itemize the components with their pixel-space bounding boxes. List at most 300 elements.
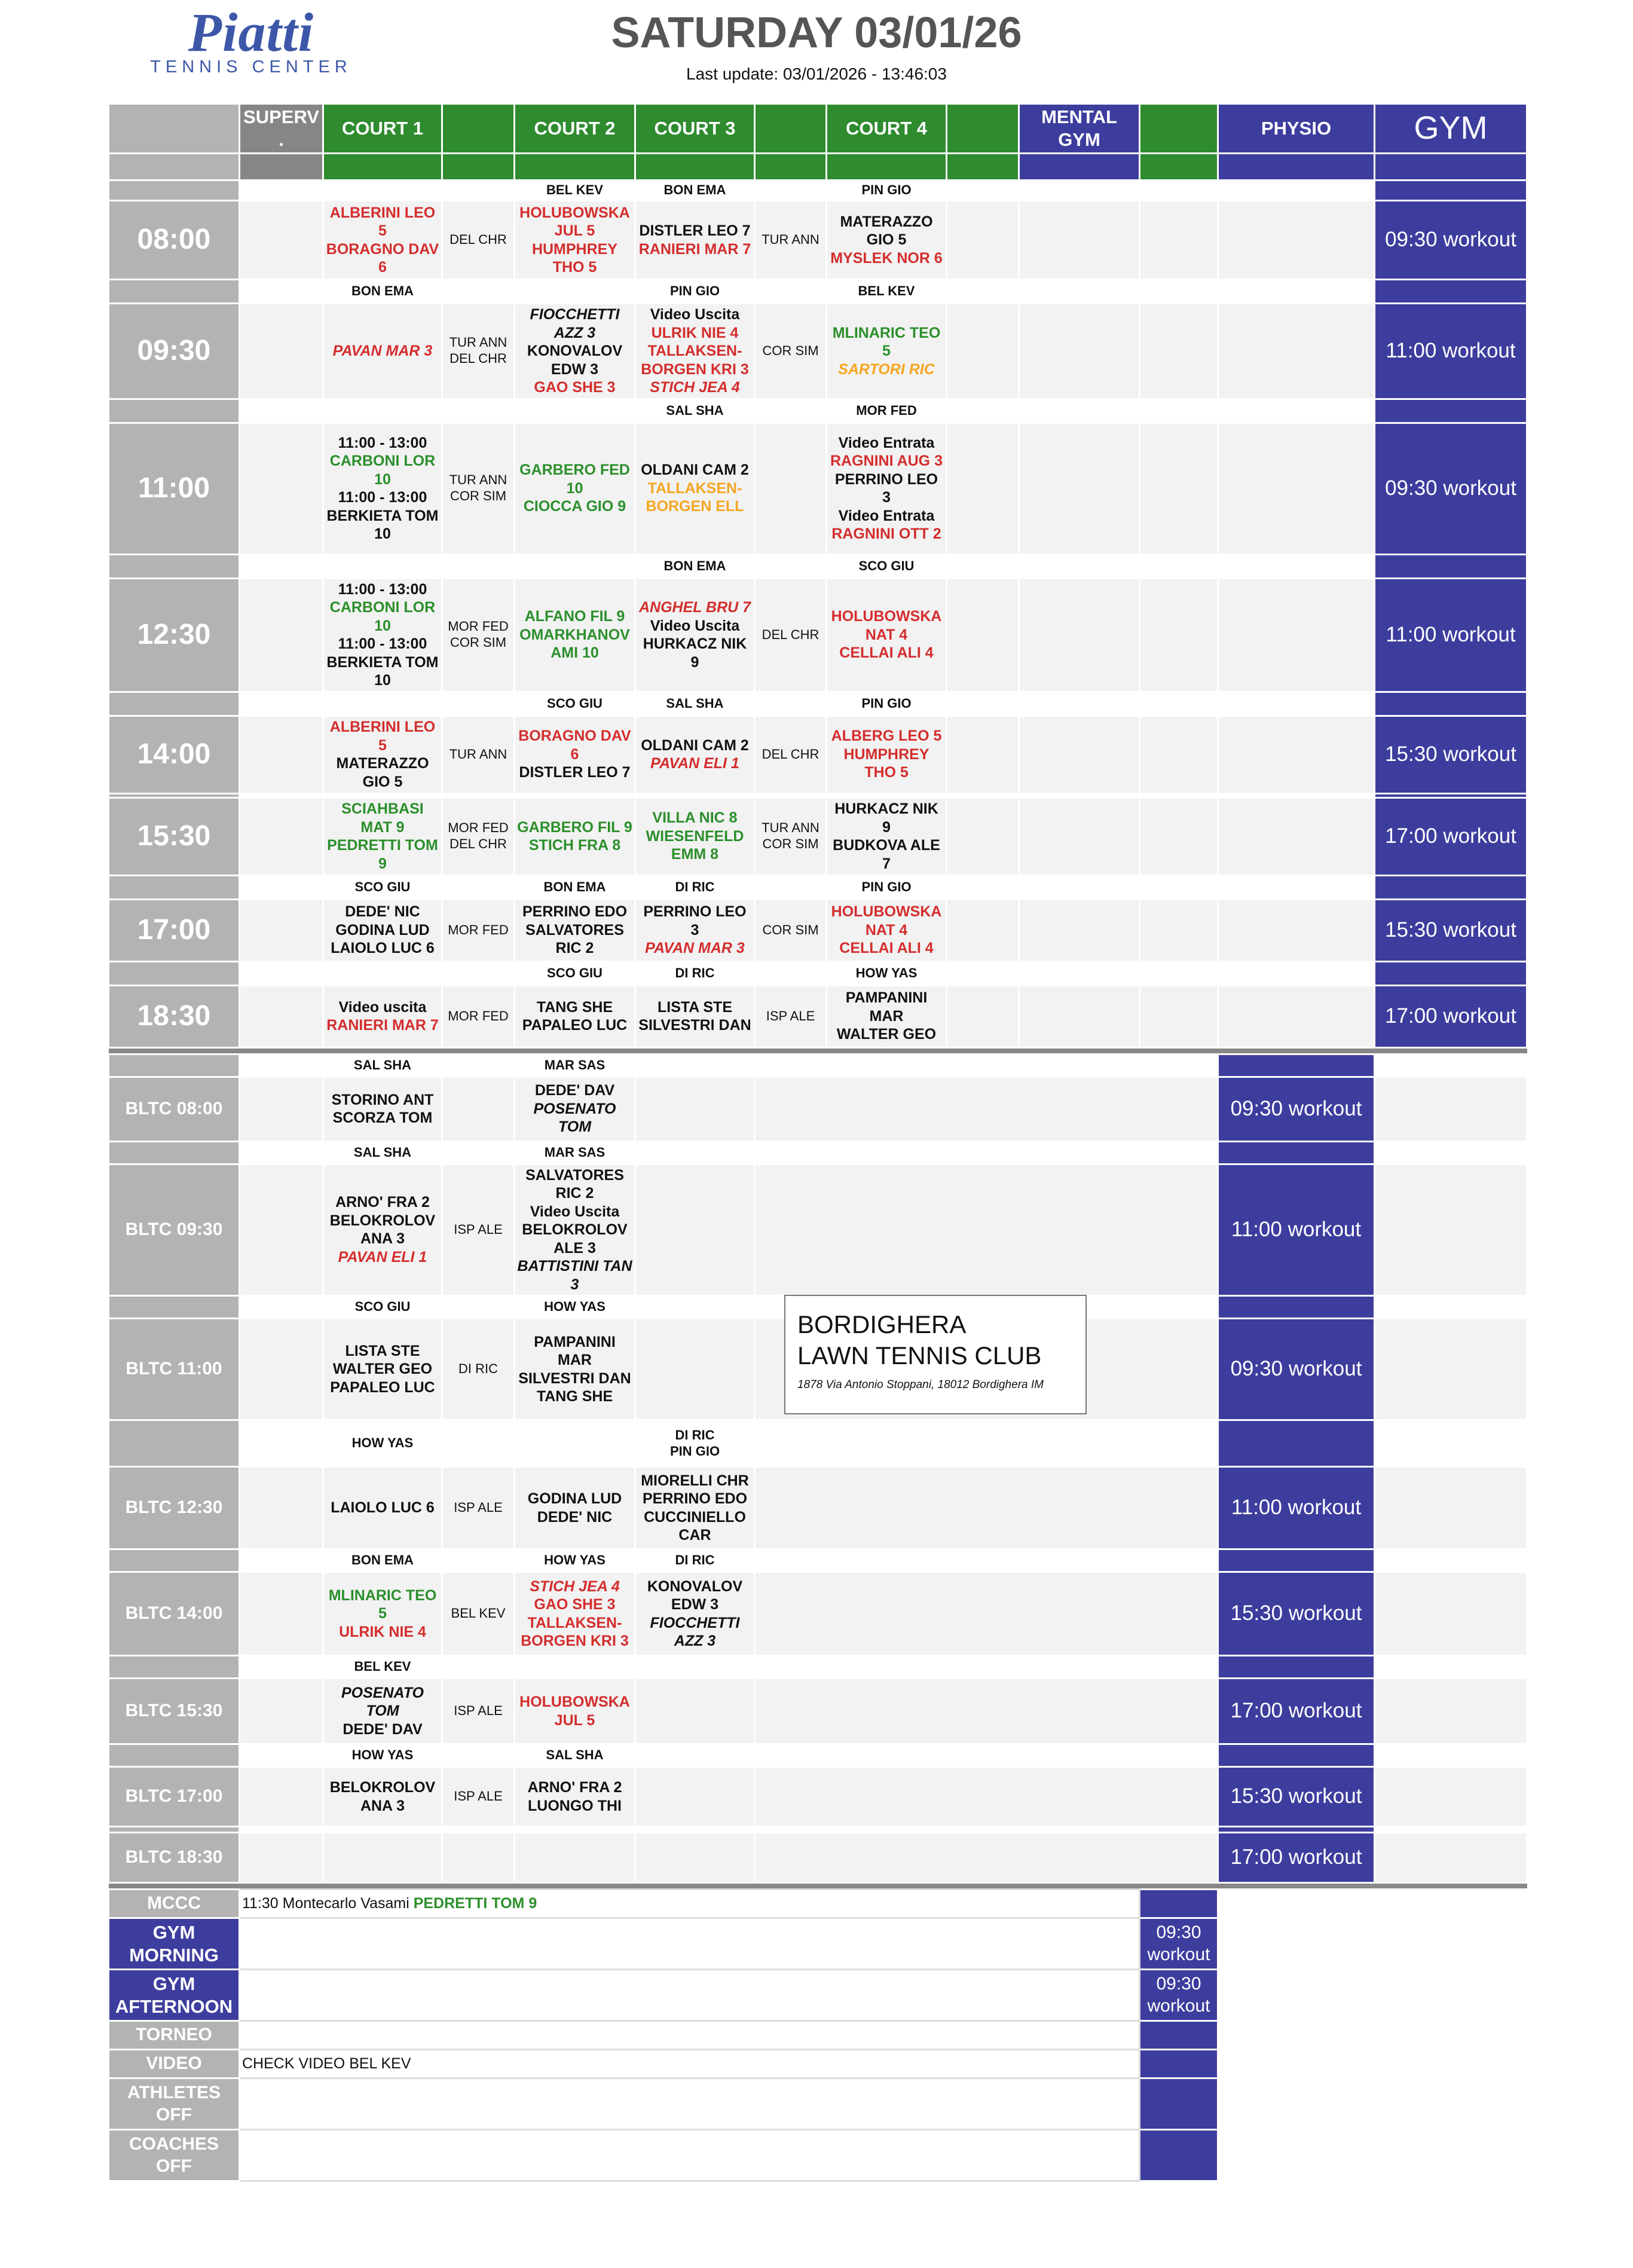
court1-cell	[323, 578, 442, 692]
coach-row	[109, 399, 1527, 423]
time-slot: 14:00	[109, 716, 240, 793]
court2-cell	[515, 1319, 635, 1420]
coach-cell: PIN GIO	[827, 692, 947, 716]
player-name: SALVATORES RIC 2	[525, 1166, 624, 1202]
footer-content	[240, 2079, 1140, 2130]
bltc-coach-row	[109, 1549, 1527, 1572]
header-superv: SUPERV.	[240, 104, 323, 154]
coach-name: TUR ANN	[762, 232, 819, 247]
mental-gym-cell	[1019, 899, 1140, 961]
time-slot: 17:00	[109, 899, 240, 961]
player-name: HURKACZ NIK 9	[834, 800, 938, 836]
player-name: GODINA LUD	[527, 1490, 622, 1507]
header-court3: COURT 3	[635, 104, 755, 154]
court1-cell	[323, 304, 442, 399]
club-address: 1878 Via Antonio Stoppani, 18012 Bordighera IM	[797, 1378, 1044, 1391]
time-slot: 12:30	[109, 578, 240, 692]
session-row	[109, 716, 1527, 793]
superv-cell	[240, 1679, 323, 1744]
player-name: 11:00 - 13:00	[338, 635, 427, 652]
bltc-time-slot: BLTC 09:30	[109, 1164, 240, 1296]
coach-name: COR SIM	[762, 836, 819, 851]
court3-coach	[755, 578, 827, 692]
player-name: PAVAN ELI 1	[650, 755, 739, 772]
bltc-courts-area	[755, 1164, 1218, 1296]
player-name: GAO SHE 3	[534, 379, 616, 396]
coach-name: ISP ALE	[454, 1703, 503, 1719]
logo-brand: Piatti	[188, 2, 314, 63]
court3-coach	[755, 985, 827, 1047]
coach-name: COR SIM	[449, 488, 507, 503]
court1-cell	[323, 423, 442, 554]
coach-cell: DI RIC	[635, 961, 755, 985]
physio-cell	[1218, 578, 1375, 692]
player-name: PAVAN MAR 3	[332, 343, 433, 359]
bltc-session-row	[109, 1572, 1527, 1656]
court1-coach	[442, 1767, 515, 1827]
time-slot: 11:00	[109, 423, 240, 554]
player-name: CIOCCA GIO 9	[523, 498, 626, 515]
court1-coach	[442, 716, 515, 793]
footer-content	[240, 2130, 1140, 2181]
player-name: PAMPANINI MAR	[845, 989, 928, 1025]
mental-gym-cell	[1019, 578, 1140, 692]
player-name: GARBERO FIL 9	[517, 818, 632, 836]
bltc-session-row	[109, 1833, 1527, 1883]
physio-cell	[1218, 899, 1375, 961]
header-gym: GYM	[1375, 104, 1527, 154]
player-name: DEDE' NIC	[537, 1508, 613, 1526]
mccc-text: 11:30 Montecarlo Vasami	[242, 1895, 414, 1912]
court3-cell	[635, 797, 755, 875]
coach-cell: SCO GIU	[515, 961, 635, 985]
court1-coach	[442, 1077, 515, 1141]
player-name: WIESENFELD EMM 8	[646, 827, 744, 863]
time-slot: 08:00	[109, 201, 240, 280]
coach-cell	[323, 961, 442, 985]
court1-cell	[323, 899, 442, 961]
superv-cell	[240, 797, 323, 875]
court4-cell	[827, 578, 947, 692]
player-name: TANG SHE	[536, 998, 613, 1016]
player-name: LISTA STE	[345, 1342, 420, 1359]
footer-gym-cell	[1140, 2050, 1218, 2079]
player-name: BERKIETA TOM 10	[326, 653, 439, 689]
court1-coach	[442, 304, 515, 399]
superv-cell	[240, 1467, 323, 1549]
bltc-time-slot: BLTC 15:30	[109, 1679, 240, 1744]
coach-cell: MOR FED	[827, 399, 947, 423]
player-name: BORAGNO DAV 6	[326, 240, 439, 276]
footer-gym-cell	[1140, 2079, 1218, 2130]
coach-cell	[635, 1420, 755, 1467]
player-name: BELOKROLOV ANA 3	[329, 1779, 436, 1814]
court1-cell	[323, 716, 442, 793]
player-name: GARBERO FED 10	[519, 461, 630, 497]
session-row	[109, 797, 1527, 875]
court1-cell	[323, 1767, 442, 1827]
player-name: HUMPHREY THO 5	[531, 240, 618, 276]
footer-label: COACHES OFF	[109, 2130, 240, 2181]
player-name: 11:00 - 13:00	[338, 489, 427, 506]
player-name: GODINA LUD	[335, 921, 430, 939]
club-name-line2: LAWN TENNIS CLUB	[797, 1341, 1042, 1370]
player-name: PAPALEO LUC	[330, 1378, 435, 1396]
coach-cell: PIN GIO	[827, 181, 947, 201]
coach-name: ISP ALE	[454, 1221, 503, 1237]
coach-cell	[323, 692, 442, 716]
player-name: SILVESTRI DAN	[638, 1017, 751, 1034]
player-name: PERRINO LEO 3	[834, 470, 938, 506]
coach-cell: HOW YAS	[323, 1420, 442, 1467]
court3-cell	[635, 1679, 755, 1744]
court3-coach	[755, 201, 827, 280]
bltc-club-label	[784, 1295, 1087, 1414]
coach-cell: SAL SHA	[635, 692, 755, 716]
player-name: OLDANI CAM 2	[641, 736, 749, 754]
coach-name: MOR FED	[448, 922, 509, 937]
physio-cell	[1218, 716, 1375, 793]
court1-cell	[323, 985, 442, 1047]
player-name: BUDKOVA ALE 7	[833, 837, 940, 872]
player-name: BATTISTINI TAN 3	[517, 1258, 632, 1293]
court2-cell	[515, 1767, 635, 1827]
player-name: ARNO' FRA 2	[335, 1194, 430, 1211]
court1-coach	[442, 201, 515, 280]
player-name: STICH JEA 4	[530, 1578, 620, 1595]
coach-cell: BON EMA	[635, 554, 755, 578]
bltc-time-slot: BLTC 17:00	[109, 1767, 240, 1827]
player-name: BELOKROLOV ANA 3	[329, 1212, 436, 1248]
court2-cell	[515, 201, 635, 280]
page-title: SATURDAY 03/01/26	[611, 9, 1022, 57]
player-name: DISTLER LEO 7	[639, 222, 751, 239]
footer-content	[240, 1970, 1140, 2021]
player-name: SARTORI RIC	[838, 360, 935, 378]
player-name: HOLUBOWSKA JUL 5	[519, 204, 630, 239]
player-name: BERKIETA TOM 10	[326, 507, 439, 542]
footer-content	[240, 2021, 1140, 2050]
court3-cell	[635, 1077, 755, 1141]
player-name: PERRINO EDO	[642, 1490, 748, 1507]
club-name-line1: BORDIGHERA	[797, 1310, 967, 1338]
coach-cell: SCO GIU	[323, 1296, 442, 1319]
player-name: HOLUBOWSKA NAT 4	[831, 903, 942, 939]
court3-coach	[755, 797, 827, 875]
gym-workout: 15:30 workout	[1375, 899, 1527, 961]
coach-name: MOR FED	[448, 619, 509, 634]
court2-cell	[515, 1164, 635, 1296]
player-name: LUONGO THI	[528, 1797, 622, 1814]
player-name: Video uscita	[338, 998, 427, 1016]
court3-cell	[635, 1319, 755, 1420]
gym-workout: 09:30 workout	[1375, 423, 1527, 554]
bltc-session-row	[109, 1077, 1527, 1141]
coach-cell: SCO GIU	[515, 692, 635, 716]
player-name: RANIERI MAR 7	[326, 1017, 439, 1034]
coach-name: TUR ANN	[449, 472, 507, 488]
court3-cell	[635, 1833, 755, 1883]
coach-cell: PIN GIO	[635, 280, 755, 304]
footer-label: GYM AFTERNOON	[109, 1970, 240, 2021]
header-physio: PHYSIO	[1218, 104, 1375, 154]
mccc-highlight: PEDRETTI TOM 9	[413, 1895, 537, 1912]
court4-cell	[827, 716, 947, 793]
gym-workout: 17:00 workout	[1375, 985, 1527, 1047]
superv-cell	[240, 423, 323, 554]
player-name: MLINARIC TEO 5	[328, 1587, 437, 1622]
player-name: RAGNINI OTT 2	[831, 525, 941, 542]
coach-name: DI RIC	[675, 1427, 715, 1442]
superv-cell	[240, 1319, 323, 1420]
player-name: CELLAI ALI 4	[839, 940, 934, 957]
player-name: GAO SHE 3	[534, 1596, 616, 1613]
gym-workout: 09:30 workout	[1375, 201, 1527, 280]
session-row	[109, 899, 1527, 961]
coach-cell: BEL KEV	[515, 181, 635, 201]
bltc-coach-row	[109, 1744, 1527, 1767]
gym-workout: 11:00 workout	[1375, 304, 1527, 399]
footer-content	[240, 2050, 1140, 2079]
coach-row	[109, 181, 1527, 201]
bltc-session-row	[109, 1164, 1527, 1296]
coach-name: ISP ALE	[766, 1008, 815, 1023]
player-name: PAMPANINI MAR	[534, 1333, 616, 1368]
coach-cell	[515, 399, 635, 423]
court1-cell	[323, 201, 442, 280]
coach-name: TUR ANN	[762, 820, 819, 836]
court4-cell	[827, 797, 947, 875]
coach-cell: BEL KEV	[323, 1656, 442, 1679]
footer-row	[109, 2130, 1527, 2181]
player-name: POSENATO TOM	[341, 1684, 424, 1720]
coach-row	[109, 875, 1527, 899]
bltc-time-slot: BLTC 14:00	[109, 1572, 240, 1656]
court1-coach	[442, 899, 515, 961]
physio-cell	[1218, 985, 1375, 1047]
footer-label: MCCC	[109, 1890, 240, 1918]
court4-cell	[827, 423, 947, 554]
superv-cell	[240, 716, 323, 793]
coach-name: ISP ALE	[454, 1789, 503, 1804]
player-name: OLDANI CAM 2	[641, 461, 749, 479]
physio-workout: 15:30 workout	[1218, 1767, 1375, 1827]
court3-cell	[635, 1164, 755, 1296]
player-name: HOLUBOWSKA NAT 4	[831, 608, 942, 643]
bltc-time-slot: BLTC 08:00	[109, 1077, 240, 1141]
superv-cell	[240, 1164, 323, 1296]
player-name: ALFANO FIL 9	[524, 608, 625, 625]
page-header	[0, 0, 1633, 102]
footer-row	[109, 2079, 1527, 2130]
court2-cell	[515, 1572, 635, 1656]
court2-cell	[515, 1833, 635, 1883]
player-name: Video Uscita	[650, 306, 740, 323]
physio-workout: 17:00 workout	[1218, 1679, 1375, 1744]
court3-cell	[635, 1467, 755, 1549]
player-name: SCORZA TOM	[332, 1109, 433, 1126]
coach-name: TUR ANN	[449, 335, 507, 350]
physio-workout: 11:00 workout	[1218, 1164, 1375, 1296]
coach-name: TUR ANN	[449, 746, 507, 762]
footer-row	[109, 1890, 1527, 1918]
court1-cell	[323, 1467, 442, 1549]
session-row	[109, 201, 1527, 280]
player-name: ULRIK NIE 4	[651, 324, 739, 341]
coach-cell	[515, 280, 635, 304]
player-name: HUMPHREY THO 5	[843, 745, 929, 781]
bltc-coach-row	[109, 1656, 1527, 1679]
footer-row	[109, 2050, 1527, 2079]
player-name: WALTER GEO	[836, 1026, 937, 1043]
coach-name: BEL KEV	[451, 1606, 506, 1621]
player-name: PERRINO EDO	[522, 903, 628, 921]
court4-cell	[827, 201, 947, 280]
footer-content	[240, 1918, 1140, 1970]
court1-coach	[442, 797, 515, 875]
court2-cell	[515, 985, 635, 1047]
coach-cell	[515, 793, 635, 797]
header-subrow	[109, 154, 1527, 181]
coach-name: DEL CHR	[449, 836, 507, 851]
physio-workout: 09:30 workout	[1218, 1319, 1375, 1420]
player-name: PAPALEO LUC	[522, 1017, 628, 1034]
footer-row	[109, 1970, 1527, 2021]
court1-cell	[323, 1833, 442, 1883]
physio-workout: 11:00 workout	[1218, 1467, 1375, 1549]
player-name: HURKACZ NIK 9	[643, 635, 747, 671]
court4-cell	[827, 304, 947, 399]
superv-cell	[240, 201, 323, 280]
court4-cell	[827, 899, 947, 961]
bltc-courts-area	[755, 1767, 1218, 1827]
header-court2: COURT 2	[515, 104, 635, 154]
mental-gym-cell	[1019, 716, 1140, 793]
coach-row	[109, 554, 1527, 578]
bltc-courts-area	[755, 1467, 1218, 1549]
physio-workout: 17:00 workout	[1218, 1833, 1375, 1883]
court1-coach	[442, 985, 515, 1047]
footer-label: TORNEO	[109, 2021, 240, 2050]
footer-content	[240, 1890, 1140, 1918]
footer-gym-cell	[1140, 2130, 1218, 2181]
player-name: DEDE' DAV	[534, 1082, 615, 1099]
mental-gym-cell	[1019, 985, 1140, 1047]
player-name: LISTA STE	[658, 998, 732, 1016]
player-name: STORINO ANT	[331, 1091, 434, 1108]
superv-cell	[240, 1833, 323, 1883]
player-name: Video Uscita	[530, 1203, 620, 1220]
coach-cell: MAR SAS	[515, 1141, 635, 1164]
court2-cell	[515, 716, 635, 793]
player-name: SILVESTRI DAN	[518, 1370, 631, 1387]
coach-cell: SAL SHA	[323, 1141, 442, 1164]
coach-cell: SAL SHA	[323, 1054, 442, 1077]
coach-cell	[323, 399, 442, 423]
footer-gym-cell: 09:30 workout	[1140, 1970, 1218, 2021]
coach-cell: BON EMA	[323, 280, 442, 304]
court1-coach	[442, 1467, 515, 1549]
court3-cell	[635, 578, 755, 692]
last-update: Last update: 03/01/2026 - 13:46:03	[686, 65, 947, 83]
player-name: Video Entrata	[838, 434, 935, 451]
superv-cell	[240, 899, 323, 961]
gym-workout: 17:00 workout	[1375, 797, 1527, 875]
coach-cell	[323, 793, 442, 797]
superv-cell	[240, 985, 323, 1047]
player-name: SCIAHBASI MAT 9	[341, 800, 424, 836]
court3-coach	[755, 716, 827, 793]
video-text: CHECK VIDEO BEL KEV	[242, 2055, 411, 2073]
coach-name: MOR FED	[448, 820, 509, 836]
court3-cell	[635, 716, 755, 793]
player-name: 11:00 - 13:00	[338, 580, 427, 598]
coach-cell	[323, 181, 442, 201]
player-name: OMARKHANOV AMI 10	[519, 626, 630, 662]
session-row	[109, 578, 1527, 692]
time-slot: 15:30	[109, 797, 240, 875]
player-name: WALTER GEO	[332, 1361, 433, 1378]
court1-coach	[442, 1833, 515, 1883]
coach-cell: SCO GIU	[827, 554, 947, 578]
player-name: TALLAKSEN-BORGEN ELL	[646, 479, 744, 515]
footer-label: VIDEO	[109, 2050, 240, 2079]
court3-coach	[755, 899, 827, 961]
coach-cell: BON EMA	[515, 875, 635, 899]
player-name: ALBERINI LEO 5	[329, 719, 436, 754]
court1-cell	[323, 1679, 442, 1744]
coach-cell: HOW YAS	[827, 961, 947, 985]
court3-cell	[635, 1572, 755, 1656]
court3-coach	[755, 423, 827, 554]
coach-cell: SAL SHA	[515, 1744, 635, 1767]
bltc-time-slot: BLTC 18:30	[109, 1833, 240, 1883]
player-name: ALBERINI LEO 5	[329, 204, 436, 239]
coach-cell: SAL SHA	[635, 399, 755, 423]
bltc-session-row	[109, 1767, 1527, 1827]
court3-cell	[635, 985, 755, 1047]
player-name: POSENATO TOM	[533, 1100, 616, 1136]
player-name: RANIERI MAR 7	[638, 240, 751, 258]
mental-gym-cell	[1019, 797, 1140, 875]
coach-cell	[323, 554, 442, 578]
player-name: TALLAKSEN-BORGEN KRI 3	[641, 343, 749, 378]
player-name: DEDE' DAV	[342, 1720, 423, 1738]
mental-gym-cell	[1019, 304, 1140, 399]
court1-cell	[323, 797, 442, 875]
schedule-table	[108, 103, 1528, 2182]
physio-cell	[1218, 423, 1375, 554]
bltc-courts-area	[755, 1679, 1218, 1744]
bltc-coach-row	[109, 1827, 1527, 1833]
coach-cell: HOW YAS	[323, 1744, 442, 1767]
bltc-courts-area	[755, 1572, 1218, 1656]
court3-cell	[635, 899, 755, 961]
court3-cell	[635, 201, 755, 280]
coach-name: DEL CHR	[762, 746, 819, 762]
coach-cell	[635, 793, 755, 797]
session-row	[109, 304, 1527, 399]
court3-cell	[635, 423, 755, 554]
court1-coach	[442, 578, 515, 692]
coach-row	[109, 793, 1527, 797]
court2-cell	[515, 1077, 635, 1141]
superv-cell	[240, 1767, 323, 1827]
player-name: MYSLEK NOR 6	[830, 249, 943, 267]
footer-row	[109, 1918, 1527, 1970]
coach-cell: SCO GIU	[323, 875, 442, 899]
physio-workout: 15:30 workout	[1218, 1572, 1375, 1656]
